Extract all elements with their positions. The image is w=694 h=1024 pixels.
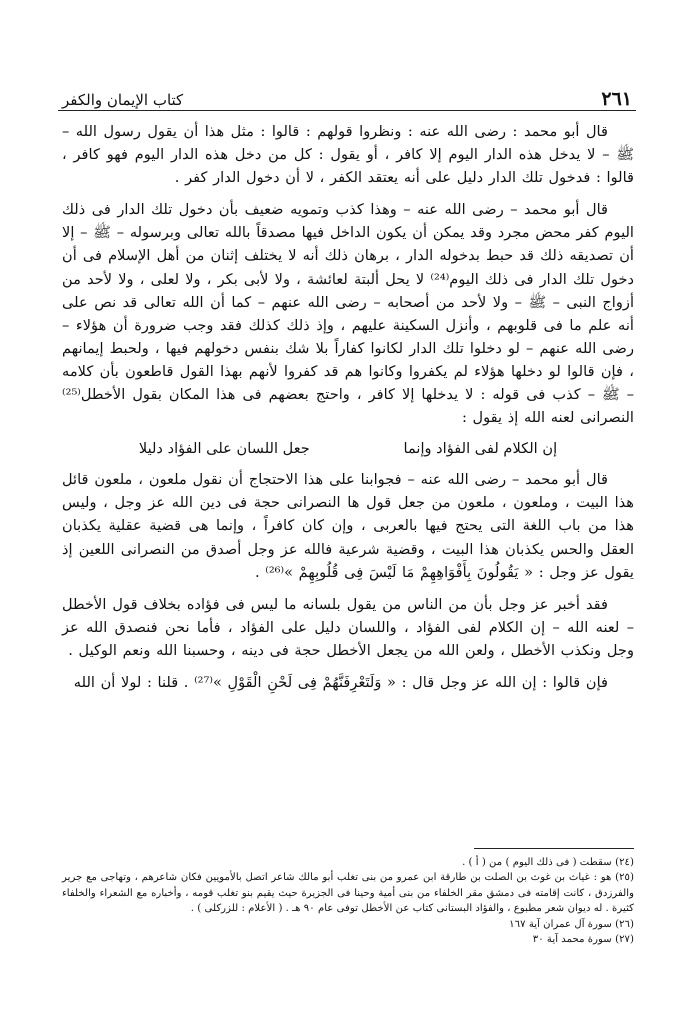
footnote: (٢٤) سقطت ( فى ذلك اليوم ) من ( أ ) . xyxy=(462,857,634,868)
running-head: كتاب الإيمان والكفر xyxy=(62,91,184,109)
footnote: (٢٧) سورة محمد آية ٣٠ xyxy=(532,934,634,946)
paragraph: فإن قالوا : إن الله عز وجل قال : « وَلَتَعْرِفَنَّهُمْ فِى لَحْنِ الْقَوْلِ »⁽²⁷⁾ . قلنا : لولا أن الله xyxy=(73,673,608,691)
footnotes xyxy=(62,855,634,947)
paragraph: قال أبو محمد : رضى الله عنه : ونظروا قولهم : قالوا : مثل هذا أن يقول رسول الله – ﷺ – لا يدخل هذه الدار اليوم إلا كافر ، أو يقول : كل من دخل هذه الدار اليوم فهو كافر ، قالوا : فدخول تلك الدار دليل على أنه يعتقد الكفر ، لا أن دخول الدار كفر . xyxy=(62,123,634,187)
footnote: (٢٦) سورة آل عمران آية ١٦٧ xyxy=(509,918,634,930)
paragraph: فقد أخبر عز وجل بأن من الناس من يقول بلسانه ما ليس فى فؤاده بخلاف قول الأخطل – لعنه الله – إن الكلام لفى الفؤاد ، واللسان دليل على الفؤاد ، فأما نحن فنصدق الله عز وجل ونكذب الأخطل ، ولعن الله من يجعل الأخطل حجة فى دينه ، وحسبنا الله ونعم الوكيل . xyxy=(62,595,634,659)
verse-first-hemistich: إن الكلام لفى الفؤاد وإنما xyxy=(403,440,558,458)
footnote-divider xyxy=(474,848,634,849)
verse-second-hemistich: جعل اللسان على الفؤاد دليلا xyxy=(138,440,310,458)
paragraph: قال أبو محمد – رضى الله عنه – فجوابنا على هذا الاحتجاج أن نقول ملعون ، ملعون قائل هذا البيت ، وملعون ، ملعون من جعل قول ها النصرانى حجة فى دين الله عز وجل ، وليس هذا من باب اللغة التى يحتج فيها بالعربى ، وإن كان كافراً ، وإنما هى قضية عقلية يكذبان العقل والحس يكذبان هذا البيت ، وقضية شرعية فالله عز وجل أصدق من النصرانى اللعين إذ يقول عز وجل : « يَقُولُونَ بِأَفْوَاهِهِمْ مَا لَيْسَ فِى قُلُوبِهِمْ »⁽²⁶⁾ . xyxy=(62,471,634,581)
paragraph: قال أبو محمد – رضى الله عنه – وهذا كذب وتمويه ضعيف بأن دخول تلك الدار فى ذلك اليوم كفر محض مجرد وقد يمكن أن يكون الداخل فيها مصدقاً بالله تعالى وبرسوله – ﷺ – إلا أن تصديقه ذلك قد حبط بدخوله الدار ، برهان ذلك أنه لا يختلف إثنان من أهل الإسلام فى أن دخول تلك الدار فى ذلك اليوم⁽²⁴⁾ لا يحل ألبتة لعائشة ، ولا لأبى بكر ، ولا لعلى ، ولا لأحد من أزواج النبى – ﷺ – ولا لأحد من أصحابه – رضى الله عنهم – كما أن الله تعالى قد نص على أنه علم ما فى قلوبهم ، وأنزل السكينة عليهم ، وإذ ذلك كذلك فقد وجب ضرورة أن هؤلاء – رضى الله عنهم – لو دخلوا تلك الدار لكانوا كفاراً بلا شك بنفس دخولهم فيها ، ولحبط إيمانهم ، فإن قالوا لو دخلها هؤلاء لم يكفروا وكانوا هم قد كفروا لأنهم بهذا القول قاطعون بأن كلامه – ﷺ – كذب فى قوله : لا يدخلها إلا كافر ، واحتج بعضهم فى هذا المكان بقول الأخطل⁽²⁵⁾ النصرانى لعنه الله إذ يقول : xyxy=(62,201,635,427)
footnote: (٢٥) هو : غياث بن غوث بن الصلت بن طارقة ابن عمرو من بنى تغلب أبو مالك شاعر اتصل بالأمويين فكان شاعرهم ، وتهاجى مع جرير والفرزدق ، كانت إقامته فى دمشق مقر الخلفاء من بنى أمية وحينا فى الجزيرة حيث يقيم بنو تغلب قومه ، وأخباره مع الشعراء والخلفاء كثيرة . له ديوان شعر مطبوع ، والفؤاد البستانى كتاب عن الأخطل توفى عام ٩٠ هـ . ( الأعلام : للزركلى ) . xyxy=(62,872,634,915)
poetry-verse xyxy=(92,437,604,460)
page-header xyxy=(58,88,636,111)
page-number: ٢٦١ xyxy=(601,88,632,110)
body-text xyxy=(62,120,634,694)
